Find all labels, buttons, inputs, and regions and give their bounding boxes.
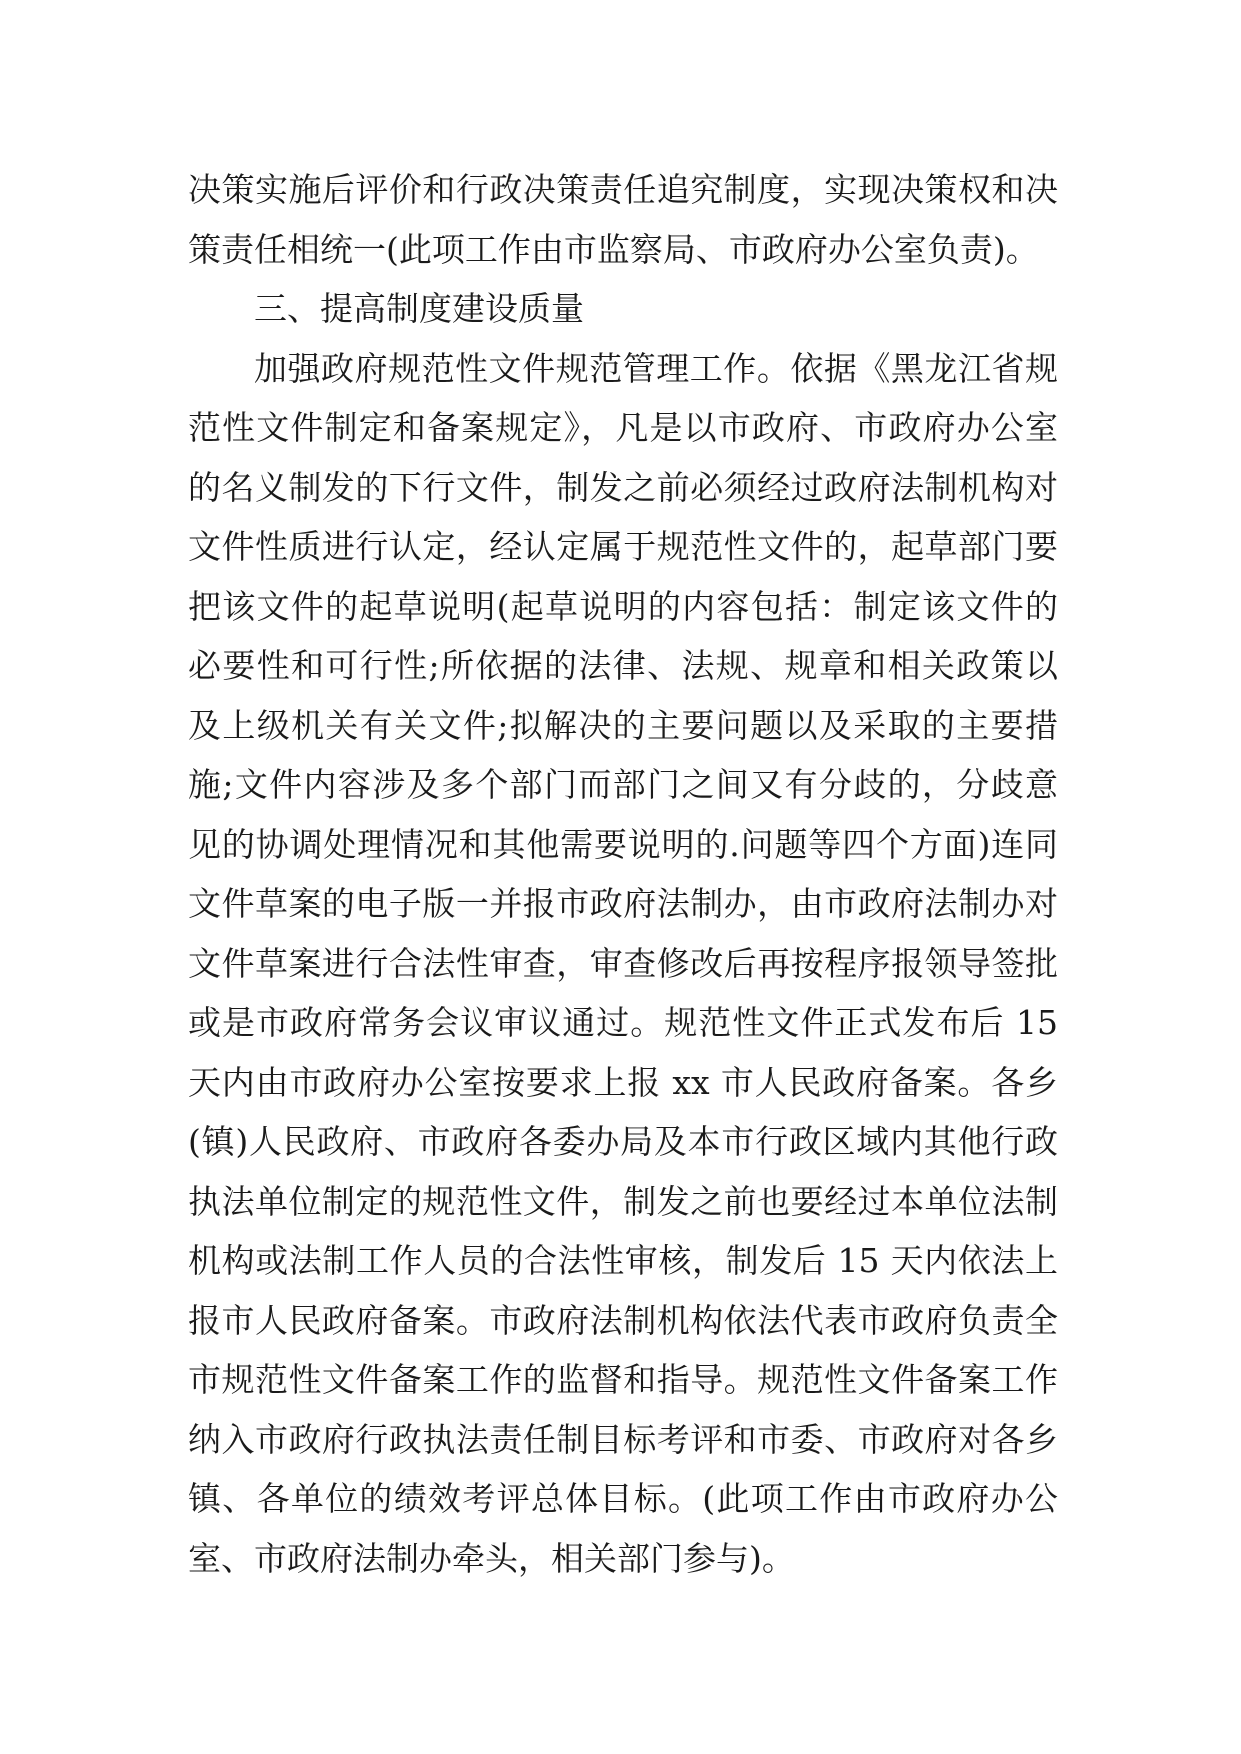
paragraph-line: 执法单位制定的规范性文件，制发之前也要经过本单位法制: [188, 1181, 1058, 1221]
paragraph-line: 文件草案进行合法性审查，审查修改后再按程序报领导签批: [188, 943, 1058, 983]
paragraph-line: 市规范性文件备案工作的监督和指导。规范性文件备案工作: [188, 1360, 1058, 1399]
paragraph-line: 加强政府规范性文件规范管理工作。依据《黑龙江省规: [254, 348, 1058, 388]
paragraph-line: 施;文件内容涉及多个部门而部门之间又有分歧的，分歧意: [188, 765, 1058, 804]
paragraph-line: 报市人民政府备案。市政府法制机构依法代表市政府负责全: [188, 1300, 1058, 1340]
document-body: [188, 160, 1058, 1588]
paragraph-line: 镇、各单位的绩效考评总体目标。(此项工作由市政府办公: [188, 1479, 1058, 1518]
paragraph-line: (镇)人民政府、市政府各委办局及本市行政区域内其他行政: [188, 1122, 1058, 1161]
paragraph-line: 决策实施后评价和行政决策责任追究制度，实现决策权和决: [188, 170, 1058, 209]
paragraph-line: 纳入市政府行政执法责任制目标考评和市委、市政府对各乡: [188, 1419, 1058, 1459]
paragraph-line: 的名义制发的下行文件，制发之前必须经过政府法制机构对: [188, 467, 1058, 507]
paragraph-line: 见的协调处理情况和其他需要说明的.问题等四个方面)连同: [188, 824, 1058, 864]
paragraph-line: 必要性和可行性;所依据的法律、法规、规章和相关政策以: [188, 646, 1058, 685]
section-heading: 三、提高制度建设质量: [254, 289, 584, 328]
paragraph-line: 范性文件制定和备案规定》，凡是以市政府、市政府办公室: [188, 408, 1058, 447]
paragraph-line: 策责任相统一(此项工作由市监察局、市政府办公室负责)。: [188, 229, 1039, 269]
paragraph-line: 文件性质进行认定，经认定属于规范性文件的，起草部门要: [188, 527, 1058, 566]
paragraph-line: 把该文件的起草说明(起草说明的内容包括：制定该文件的: [188, 586, 1058, 626]
paragraph-line: 文件草案的电子版一并报市政府法制办，由市政府法制办对: [188, 884, 1058, 923]
paragraph-line: 机构或法制工作人员的合法性审核，制发后 15 天内依法上: [188, 1241, 1058, 1280]
paragraph-line: 或是市政府常务会议审议通过。规范性文件正式发布后 15: [188, 1003, 1058, 1042]
paragraph-line: 室、市政府法制办牵头，相关部门参与)。: [188, 1538, 795, 1578]
paragraph-line: 天内由市政府办公室按要求上报 xx 市人民政府备案。各乡: [188, 1062, 1058, 1102]
paragraph-line: 及上级机关有关文件;拟解决的主要问题以及采取的主要措: [188, 705, 1058, 745]
